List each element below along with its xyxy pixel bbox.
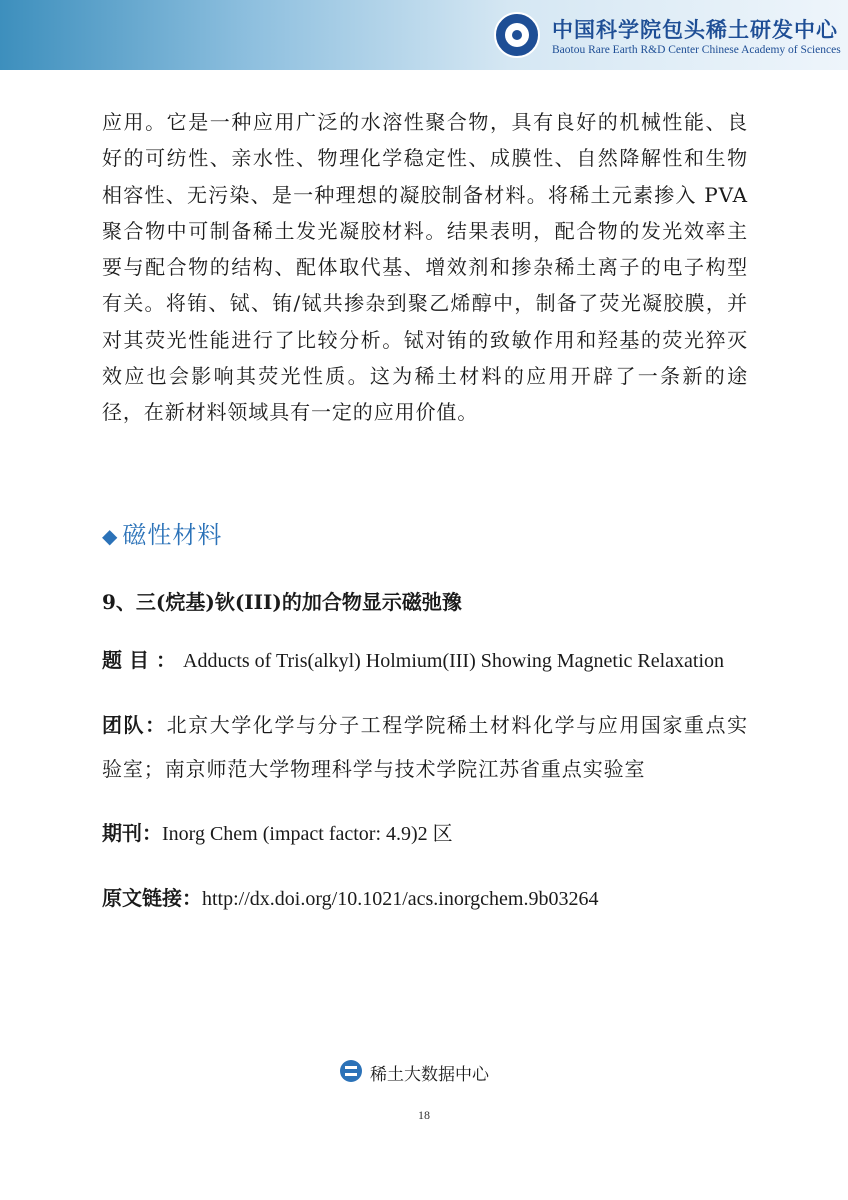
big-data-center-logo-icon	[340, 1060, 362, 1082]
section-heading	[102, 519, 748, 552]
page-header	[0, 0, 848, 70]
title-label: 题目：	[102, 647, 183, 672]
team-label: 团队：	[102, 712, 167, 737]
team-field	[102, 703, 748, 791]
cas-logo-icon	[494, 12, 540, 58]
journal-value: Inorg Chem (impact factor: 4.9)2 区	[162, 822, 453, 845]
link-label: 原文链接：	[102, 885, 202, 910]
page-number: 18	[418, 1108, 430, 1122]
article-heading: 9、三(烷基)钬(III)的加合物显示磁弛豫	[102, 589, 462, 614]
article-title-field	[102, 638, 748, 683]
link-field	[102, 876, 748, 921]
section-title: 磁性材料	[122, 520, 223, 549]
title-value: Adducts of Tris(alkyl) Holmium(III) Showing Magnetic Relaxation	[183, 649, 725, 672]
doi-link[interactable]: http://dx.doi.org/10.1021/acs.inorgchem.9b03264	[202, 887, 599, 910]
diamond-icon: ◆	[102, 523, 119, 548]
org-name-cn: 中国科学院包头稀土研发中心	[552, 17, 838, 42]
footer-name: 稀土大数据中心	[370, 1065, 489, 1085]
body-paragraph: 应用。它是一种应用广泛的水溶性聚合物，具有良好的机械性能、良好的可纺性、亲水性、物理化学稳定性、成膜性、自然降解性和生物相容性、无污染、是一种理想的凝胶制备材料。将稀土元素掺入 PVA 聚合物中可制备稀土发光凝胶材料。结果表明，配合物的发光效率主要与配合物的结构、配体取代基、增效剂和掺杂稀土离子的电子构型有关。将铕、铽、铕/铽共掺杂到聚乙烯醇中，制备了荧光凝胶膜，并对其荧光性能进行了比较分析。铽对铕的致敏作用和羟基的荧光猝灭效应也会影响其荧光性质。这为稀土材料的应用开辟了一条新的途径，在新材料领域具有一定的应用价值。	[102, 110, 748, 425]
journal-field	[102, 811, 748, 856]
org-name-en: Baotou Rare Earth R&D Center Chinese Academy of Sciences	[552, 44, 841, 56]
team-value: 北京大学化学与分子工程学院稀土材料化学与应用国家重点实验室；南京师范大学物理科学与技术学院江苏省重点实验室	[102, 712, 748, 781]
page-content	[102, 104, 748, 921]
journal-label: 期刊：	[102, 820, 162, 845]
